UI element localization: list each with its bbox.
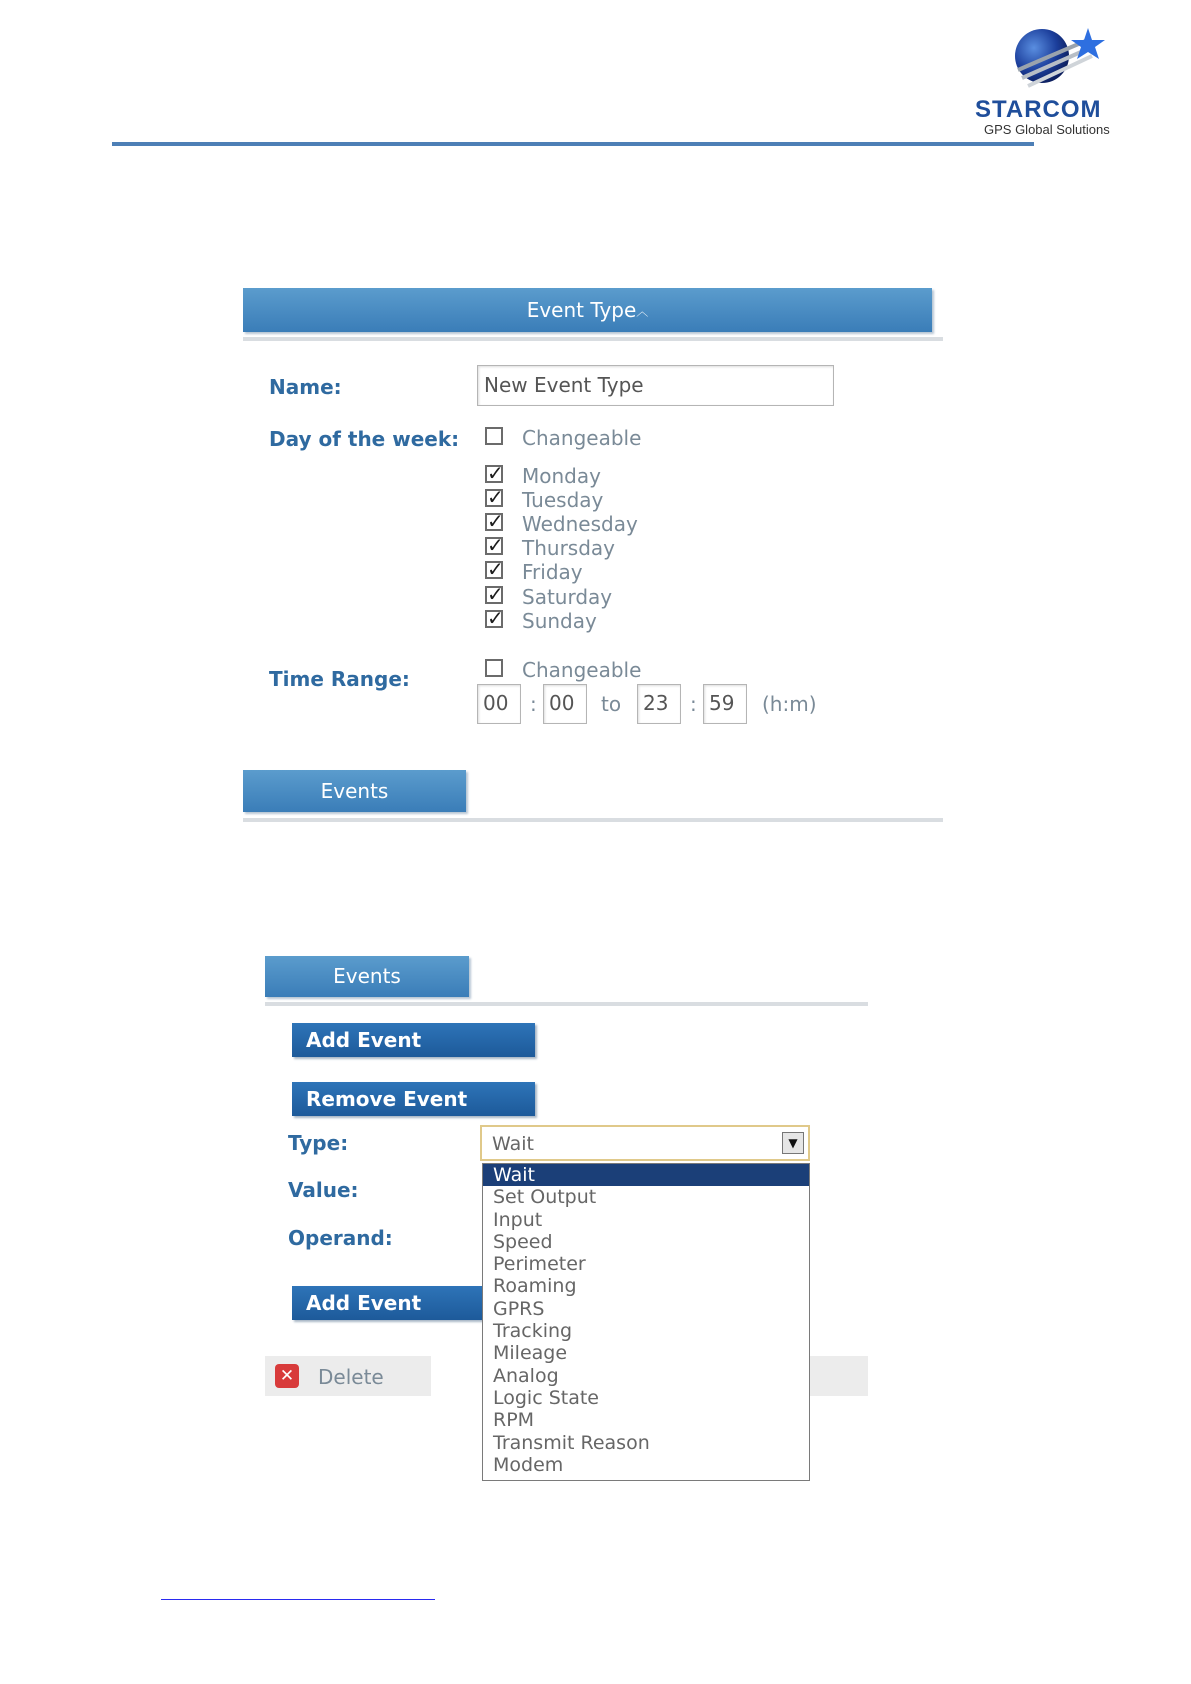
day-label: Tuesday <box>522 488 604 512</box>
logo-text: STARCOM <box>975 96 1102 123</box>
section-divider <box>243 337 943 341</box>
name-label: Name: <box>269 375 342 399</box>
dropdown-option[interactable]: Roaming <box>493 1275 577 1298</box>
dropdown-option[interactable]: Perimeter <box>493 1253 586 1276</box>
header-rule <box>112 142 1034 146</box>
dropdown-option[interactable]: Analog <box>493 1364 559 1387</box>
start-minute-value: 00 <box>549 691 575 715</box>
remove-event-button[interactable]: Remove Event <box>292 1082 535 1116</box>
dropdown-option[interactable]: RPM <box>493 1409 535 1432</box>
start-hour-input[interactable] <box>477 684 521 724</box>
sunday-checkbox[interactable]: ✓ <box>487 606 504 630</box>
type-select-value: Wait <box>492 1133 534 1155</box>
end-minute-value: 59 <box>709 691 735 715</box>
end-hour-input[interactable] <box>637 684 681 724</box>
type-dropdown-list <box>482 1163 810 1481</box>
dropdown-option[interactable]: Input <box>493 1208 543 1231</box>
logo-subtitle: GPS Global Solutions <box>984 122 1110 137</box>
event-type-header[interactable] <box>243 288 932 332</box>
time-unit-label: (h:m) <box>762 692 817 716</box>
events-panel-tab[interactable]: Events <box>265 956 469 997</box>
dropdown-option[interactable]: Set Output <box>493 1186 597 1209</box>
dropdown-option[interactable]: Mileage <box>493 1342 568 1365</box>
value-label: Value: <box>288 1178 359 1202</box>
events-tab[interactable]: Events <box>243 770 466 812</box>
time-separator: : <box>690 692 697 716</box>
time-separator: : <box>530 692 537 716</box>
time-changeable-label: Changeable <box>522 658 642 682</box>
chevron-down-icon[interactable]: ▼ <box>782 1132 804 1154</box>
footnote-rule <box>161 1599 435 1600</box>
day-changeable-label: Changeable <box>522 426 642 450</box>
type-label: Type: <box>288 1131 349 1155</box>
day-label: Wednesday <box>522 512 638 536</box>
end-minute-input[interactable] <box>703 684 747 724</box>
end-hour-value: 23 <box>643 691 669 715</box>
delete-bar-right <box>806 1356 868 1396</box>
dropdown-option[interactable]: Transmit Reason <box>493 1431 650 1454</box>
day-label: Saturday <box>522 585 613 609</box>
day-label: Thursday <box>522 536 615 560</box>
type-select[interactable] <box>480 1125 810 1161</box>
day-label: Sunday <box>522 609 597 633</box>
day-label: Friday <box>522 560 583 584</box>
starcom-logo <box>1010 26 1110 96</box>
dropdown-option[interactable]: GPRS <box>493 1297 545 1320</box>
events-panel-divider <box>265 1002 868 1006</box>
to-label: to <box>601 692 622 716</box>
time-range-label: Time Range: <box>269 667 410 691</box>
dropdown-option[interactable]: Modem <box>493 1453 564 1476</box>
monday-checkbox[interactable]: ✓ <box>487 461 504 485</box>
dropdown-option[interactable]: Speed <box>493 1230 553 1253</box>
events-tab-divider <box>243 818 943 822</box>
day-label: Monday <box>522 464 601 488</box>
wednesday-checkbox[interactable]: ✓ <box>487 509 504 533</box>
chevron-up-icon: ︿ <box>636 304 649 319</box>
delete-label[interactable]: Delete <box>318 1365 384 1389</box>
operand-label: Operand: <box>288 1226 393 1250</box>
add-event-bottom-button[interactable]: Add Event <box>292 1286 482 1320</box>
saturday-checkbox[interactable]: ✓ <box>487 582 504 606</box>
name-input[interactable] <box>477 365 834 406</box>
name-input-value: New Event Type <box>484 373 644 397</box>
dropdown-option[interactable]: Tracking <box>493 1320 573 1343</box>
dropdown-option[interactable]: Wait <box>483 1164 809 1186</box>
delete-icon[interactable]: ✕ <box>275 1364 299 1388</box>
dropdown-option[interactable]: Logic State <box>493 1386 599 1409</box>
globe-star-icon <box>1010 26 1110 96</box>
tuesday-checkbox[interactable]: ✓ <box>487 485 504 509</box>
friday-checkbox[interactable]: ✓ <box>487 557 504 581</box>
thursday-checkbox[interactable]: ✓ <box>487 533 504 557</box>
start-minute-input[interactable] <box>543 684 587 724</box>
day-of-week-label: Day of the week: <box>269 427 460 451</box>
event-type-title: Event Type <box>526 298 637 322</box>
day-changeable-checkbox[interactable] <box>485 427 503 445</box>
time-changeable-checkbox[interactable] <box>485 659 503 677</box>
start-hour-value: 00 <box>483 691 509 715</box>
add-event-button[interactable]: Add Event <box>292 1023 535 1057</box>
